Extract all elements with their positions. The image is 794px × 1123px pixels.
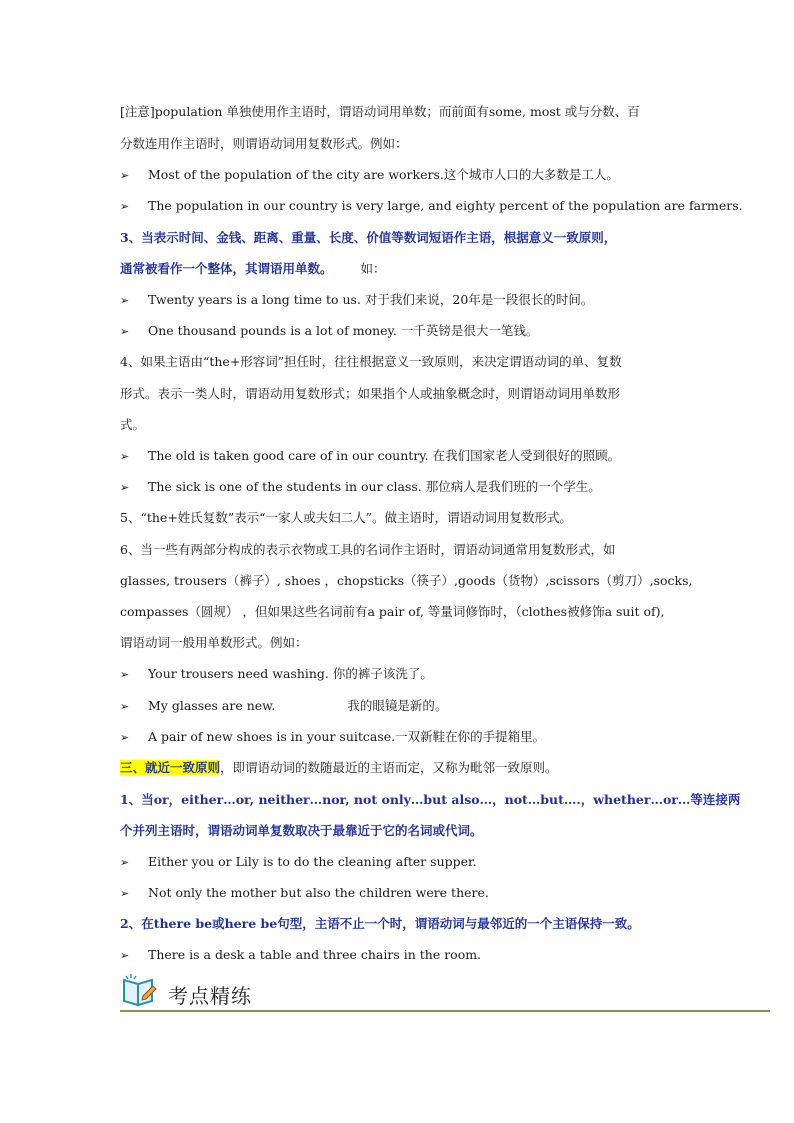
paragraph-6-line-4: 谓语动词一般用单数形式。例如： [120, 635, 308, 650]
bullet-arrow-icon: ➢ [120, 856, 130, 869]
rule-heading-3-line-1: 3、当表示时间、金钱、距离、重量、长度、价值等数词短语作主语，根据意义一致原则， [120, 230, 617, 245]
bullet-arrow-icon: ➢ [120, 668, 130, 681]
example-bullet: ➢ Most of the population of the city are workers.这个城市人口的大多数是工人。 [120, 167, 619, 182]
paragraph-note-line-1: [注意]population 单独使用作主语时，谓语动词用单数；而前面有some, most 或与分数、百 [120, 104, 640, 119]
bullet-arrow-icon: ➢ [120, 949, 130, 962]
bullet-arrow-icon: ➢ [120, 887, 130, 900]
bullet-arrow-icon: ➢ [120, 294, 130, 307]
example-bullet: ➢ The population in our country is very large, and eighty percent of the population are farmers. [120, 198, 743, 213]
rule-heading-2: 2、在there be或here be句型，主语不止一个时，谓语动词与最邻近的一个主语保持一致。 [120, 916, 640, 931]
bullet-arrow-icon: ➢ [120, 450, 130, 463]
paragraph-6-line-2: glasses, trousers（裤子）, shoes ，chopsticks（筷子）,goods（货物）,scissors（剪刀）,socks, [120, 573, 693, 588]
paragraph-4-line-3: 式。 [120, 417, 146, 432]
book-pencil-icon [120, 972, 158, 1008]
bullet-arrow-icon: ➢ [120, 481, 130, 494]
rule-heading-1-line-1: 1、当or，either…or, neither…nor, not only…but also…，not…but….，whether…or…等连接两 [120, 792, 741, 807]
example-bullet: ➢ The old is taken good care of in our country. 在我们国家老人受到很好的照顾。 [120, 448, 621, 463]
example-bullet: ➢ Your trousers need washing. 你的裤子该洗了。 [120, 666, 433, 681]
example-bullet: ➢ One thousand pounds is a lot of money. 一千英镑是很大一笔钱。 [120, 323, 539, 338]
section-3-heading: 三、就近一致原则，即谓语动词的数随最近的主语而定，又称为毗邻一致原则。 [120, 760, 558, 775]
paragraph-5: 5、“the+姓氏复数”表示“一家人或夫妇二人”。做主语时，谓语动词用复数形式。 [120, 510, 572, 525]
rule-heading-3-line-2: 通常被看作一个整体，其谓语用单数。 如： [120, 261, 386, 276]
footer-divider [120, 1010, 770, 1012]
rule-heading-1-line-2: 个并列主语时，谓语动词单复数取决于最靠近于它的名词或代词。 [120, 823, 483, 838]
example-bullet: ➢ There is a desk a table and three chairs in the room. [120, 947, 482, 962]
example-bullet: ➢ Either you or Lily is to do the cleaning after supper. [120, 854, 477, 869]
example-bullet: ➢ A pair of new shoes is in your suitcase.一双新鞋在你的手提箱里。 [120, 729, 546, 744]
example-bullet: ➢ Not only the mother but also the children were there. [120, 885, 489, 900]
example-bullet: ➢ The sick is one of the students in our class. 那位病人是我们班的一个学生。 [120, 479, 601, 494]
bullet-arrow-icon: ➢ [120, 200, 130, 213]
paragraph-4-line-1: 4、如果主语由“the+形容词”担任时，往往根据意义一致原则，来决定谓语动词的单、复数 [120, 354, 622, 369]
paragraph-6-line-3: compasses（圆规） ，但如果这些名词前有a pair of, 等量词修饰时，（clothes被修饰a suit of), [120, 604, 665, 619]
section-title-practice: 考点精练 [168, 984, 252, 1008]
bullet-arrow-icon: ➢ [120, 731, 130, 744]
paragraph-6-line-1: 6、当一些有两部分构成的表示衣物或工具的名词作主语时，谓语动词通常用复数形式，如 [120, 542, 616, 557]
bullet-arrow-icon: ➢ [120, 325, 130, 338]
bullet-arrow-icon: ➢ [120, 700, 130, 713]
bullet-arrow-icon: ➢ [120, 169, 130, 182]
example-bullet: ➢ My glasses are new. 我的眼镜是新的。 [120, 698, 448, 713]
example-bullet: ➢ Twenty years is a long time to us. 对于我们来说，20年是一段很长的时间。 [120, 292, 594, 307]
paragraph-note-line-2: 分数连用作主语时，则谓语动词用复数形式。例如： [120, 136, 408, 151]
paragraph-4-line-2: 形式。表示一类人时，谓语动用复数形式；如果指个人或抽象概念时，则谓语动词用单数形 [120, 386, 621, 401]
highlighted-title: 三、就近一致原则 [120, 760, 221, 775]
